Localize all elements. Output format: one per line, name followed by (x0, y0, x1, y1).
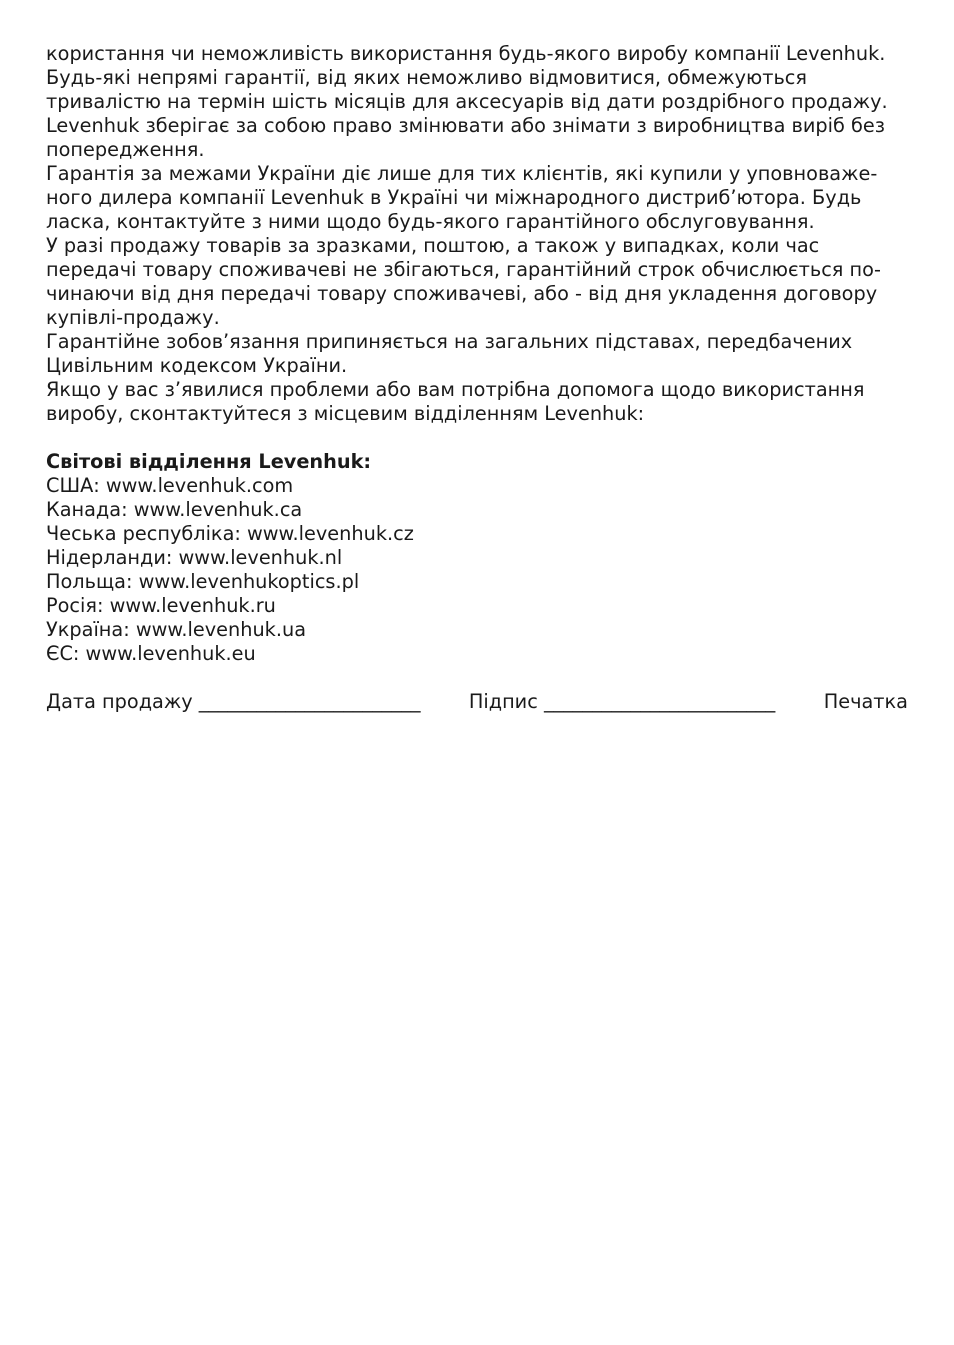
signature-row (46, 690, 908, 714)
office-czech: Чеська республіка: www.levenhuk.cz (46, 522, 414, 545)
sale-date-field[interactable]: Дата продажу _______________________ (46, 690, 421, 713)
paragraph-contact: Якщо у вас з’явилися проблеми або вам потрібна допомога щодо використання виробу, сконтактуйтеся з місцевим відділенням Levenhuk: (46, 378, 865, 425)
paragraph-warranty-outside-ukraine: Гарантія за межами України діє лише для тих клієнтів, які купили у уповноваженого дилера компанії Levenhuk в Україні чи міжнародного дистриб’ютора. Будь ласка, контактуйте з ними щодо будь-якого гарантійного обслуговування. (46, 162, 878, 233)
office-poland: Польща: www.levenhukoptics.pl (46, 570, 360, 593)
stamp-label: Печатка (823, 690, 908, 713)
offices-heading: Світові відділення Levenhuk: (46, 450, 372, 473)
paragraph-sales-by-sample: У разі продажу товарів за зразками, поштою, а також у випадках, коли час передачі товару споживачеві не збігаються, гарантійний строк обчислюється починаючи від дня передачі товару споживачеві, або - від дня укладення договору купівлі-продажу. (46, 234, 881, 329)
paragraph-liability: користання чи неможливість використання будь-якого виробу компанії Levenhuk. Будь-які непрямі гарантії, від яких неможливо відмовитися, обмежуються тривалістю на термін шість місяців для аксесуарів від дати роздрібного продажу. Levenhuk зберігає за собою право змінювати або знімати з виробництва виріб без попередження. (46, 42, 888, 161)
office-russia: Росія: www.levenhuk.ru (46, 594, 276, 617)
offices-list (46, 474, 908, 666)
warranty-document (46, 42, 908, 714)
office-eu: ЄС: www.levenhuk.eu (46, 642, 256, 665)
office-netherlands: Нідерланди: www.levenhuk.nl (46, 546, 343, 569)
office-canada: Канада: www.levenhuk.ca (46, 498, 303, 521)
section-spacer (46, 426, 908, 450)
paragraph-termination: Гарантійне зобов’язання припиняється на загальних підставах, передбачених Цивільним кодексом України. (46, 330, 853, 377)
office-ukraine: Україна: www.levenhuk.ua (46, 618, 307, 641)
signature-field[interactable]: Підпис ________________________ (468, 690, 776, 713)
office-usa: США: www.levenhuk.com (46, 474, 294, 497)
